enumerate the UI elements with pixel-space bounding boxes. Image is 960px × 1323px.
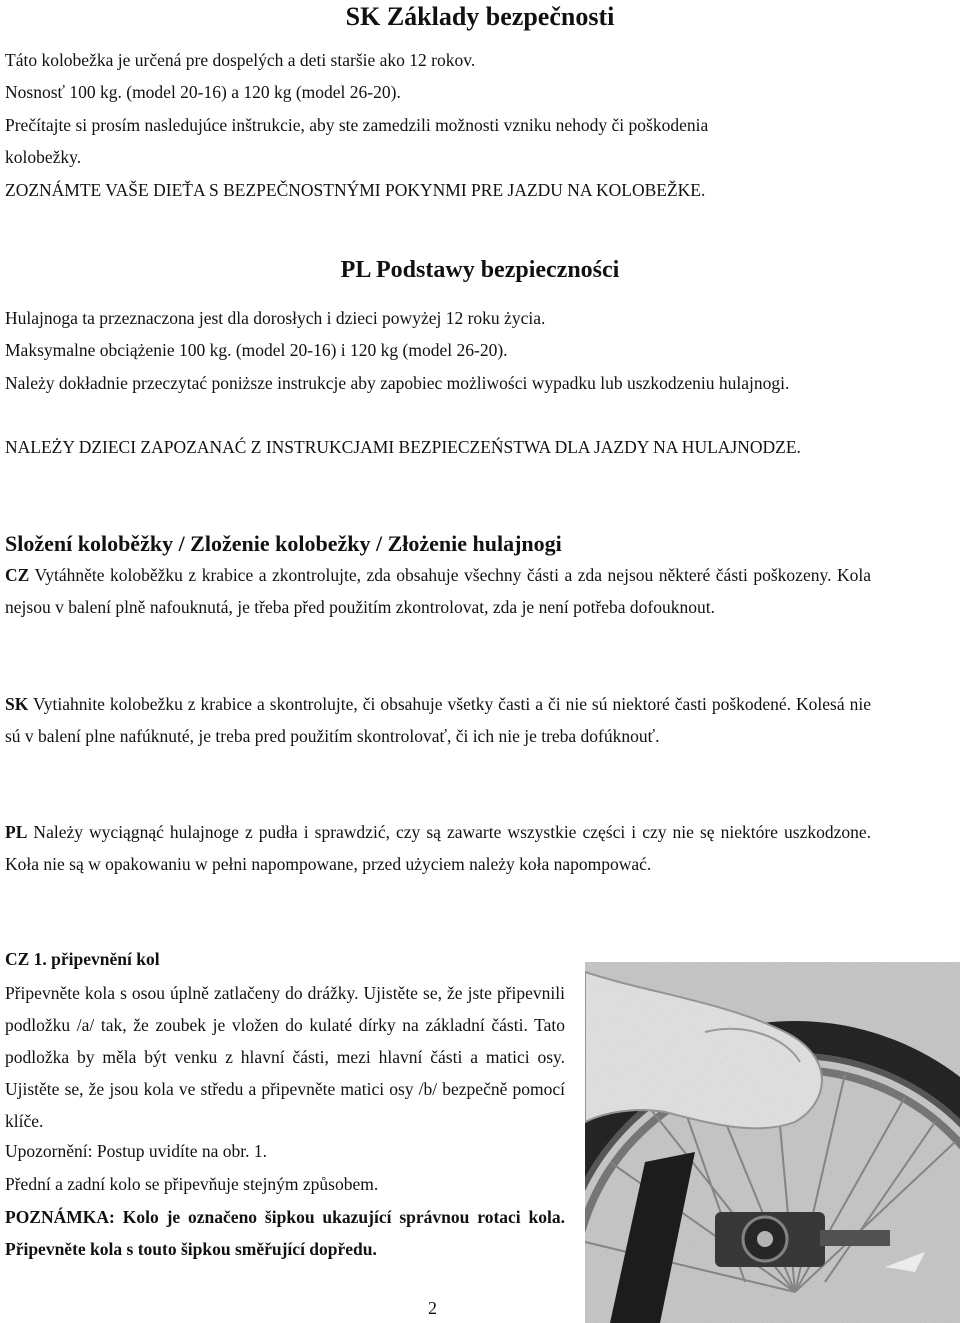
assembly-cz-paragraph <box>5 559 871 623</box>
pl-line-1: Hulajnoga ta przeznaczona jest dla dorosłych i dzieci powyżej 12 roku życia. <box>5 308 546 328</box>
pl-paragraph-children: NALEŻY DZIECI ZAPOZANAĆ Z INSTRUKCJAMI BEZPIECZEŃSTWA DLA JAZDY NA HULAJNODZE. <box>5 437 801 457</box>
pl-paragraph-instructions: Należy dokładnie przeczytać poniższe instrukcje aby zapobiec możliwości wypadku lub uszkodzeniu hulajnogi. <box>5 373 790 393</box>
assembly-sk-text: Vytiahnite kolobežku z krabice a skontrolujte, či obsahuje všetky časti a či nie sú niektoré časti poškodené. Kolesá nie sú v balení plne nafúknuté, je treba pred použitím skontrolovať, či ich nie je treba dofúknouť. <box>5 694 871 746</box>
assembly-heading: Složení koloběžky / Zloženie kolobežky / Złożenie hulajnogi <box>5 531 562 556</box>
sk-title: SK Základy bezpečnosti <box>345 2 615 31</box>
wheel-photo <box>585 962 960 1323</box>
step1-heading: CZ 1. připevnění kol <box>5 949 160 969</box>
sk-line-5: ZOZNÁMTE VAŠE DIEŤA S BEZPEČNOSTNÝMI POKYNMI PRE JAZDU NA KOLOBEŽKE. <box>5 180 706 200</box>
assembly-pl-text: Należy wyciągnąć hulajnoge z pudła i sprawdzić, czy są zawarte wszystkie części i czy nie sę niektóre uszkodzone. Koła nie są w opakowaniu w pełni napompowane, przed użyciem należy koła napompować. <box>5 822 871 874</box>
assembly-pl-tag: PL <box>5 822 28 842</box>
sk-line-3: Prečítajte si prosím nasledujúce inštrukcie, aby ste zamedzili možnosti vzniku nehody či poškodenia <box>5 115 709 135</box>
page-number: 2 <box>428 1298 437 1318</box>
pl-line-2: Maksymalne obciążenie 100 kg. (model 20-16) i 120 kg (model 26-20). <box>5 340 508 360</box>
assembly-cz-text: Vytáhněte koloběžku z krabice a zkontrolujte, zda obsahuje všechny části a zda nejsou některé části poškozeny. Kola nejsou v balení plně nafouknutá, je třeba před použitím zkontrolovat, zda je není potřeba dofouknout. <box>5 565 871 617</box>
sk-line-2: Nosnosť 100 kg. (model 20-16) a 120 kg (model 26-20). <box>5 82 401 102</box>
assembly-sk-tag: SK <box>5 694 29 714</box>
sk-line-4: kolobežky. <box>5 147 82 167</box>
step1-paragraph: Připevněte kola s osou úplně zatlačeny do drážky. Ujistěte se, že jste připevnili podložku /a/ tak, že zoubek je vložen do kulaté dírky na základní části. Tato podložka by měla být venku z hlavní části, mezi hlavní části a matici osy. Ujistěte se, že jsou kola ve středu a připevněte matici osy /b/ bezpečně pomocí klíče. <box>5 983 565 1131</box>
sk-line-1: Táto kolobežka je určená pre dospelých a deti staršie ako 12 rokov. <box>5 50 476 70</box>
assembly-sk-paragraph <box>5 688 871 752</box>
step1-bold-note: POZNÁMKA: Kolo je označeno šipkou ukazující správnou rotaci kola. Připevněte kola s touto šipkou směřující dopředu. <box>5 1207 565 1259</box>
assembly-cz-tag: CZ <box>5 565 30 585</box>
step1-note-2: Přední a zadní kolo se připevňuje stejným způsobem. <box>5 1174 379 1194</box>
pl-title: PL Podstawy bezpieczności <box>340 257 620 283</box>
step1-note-1: Upozornění: Postup uvidíte na obr. 1. <box>5 1141 267 1161</box>
assembly-pl-paragraph <box>5 816 871 880</box>
